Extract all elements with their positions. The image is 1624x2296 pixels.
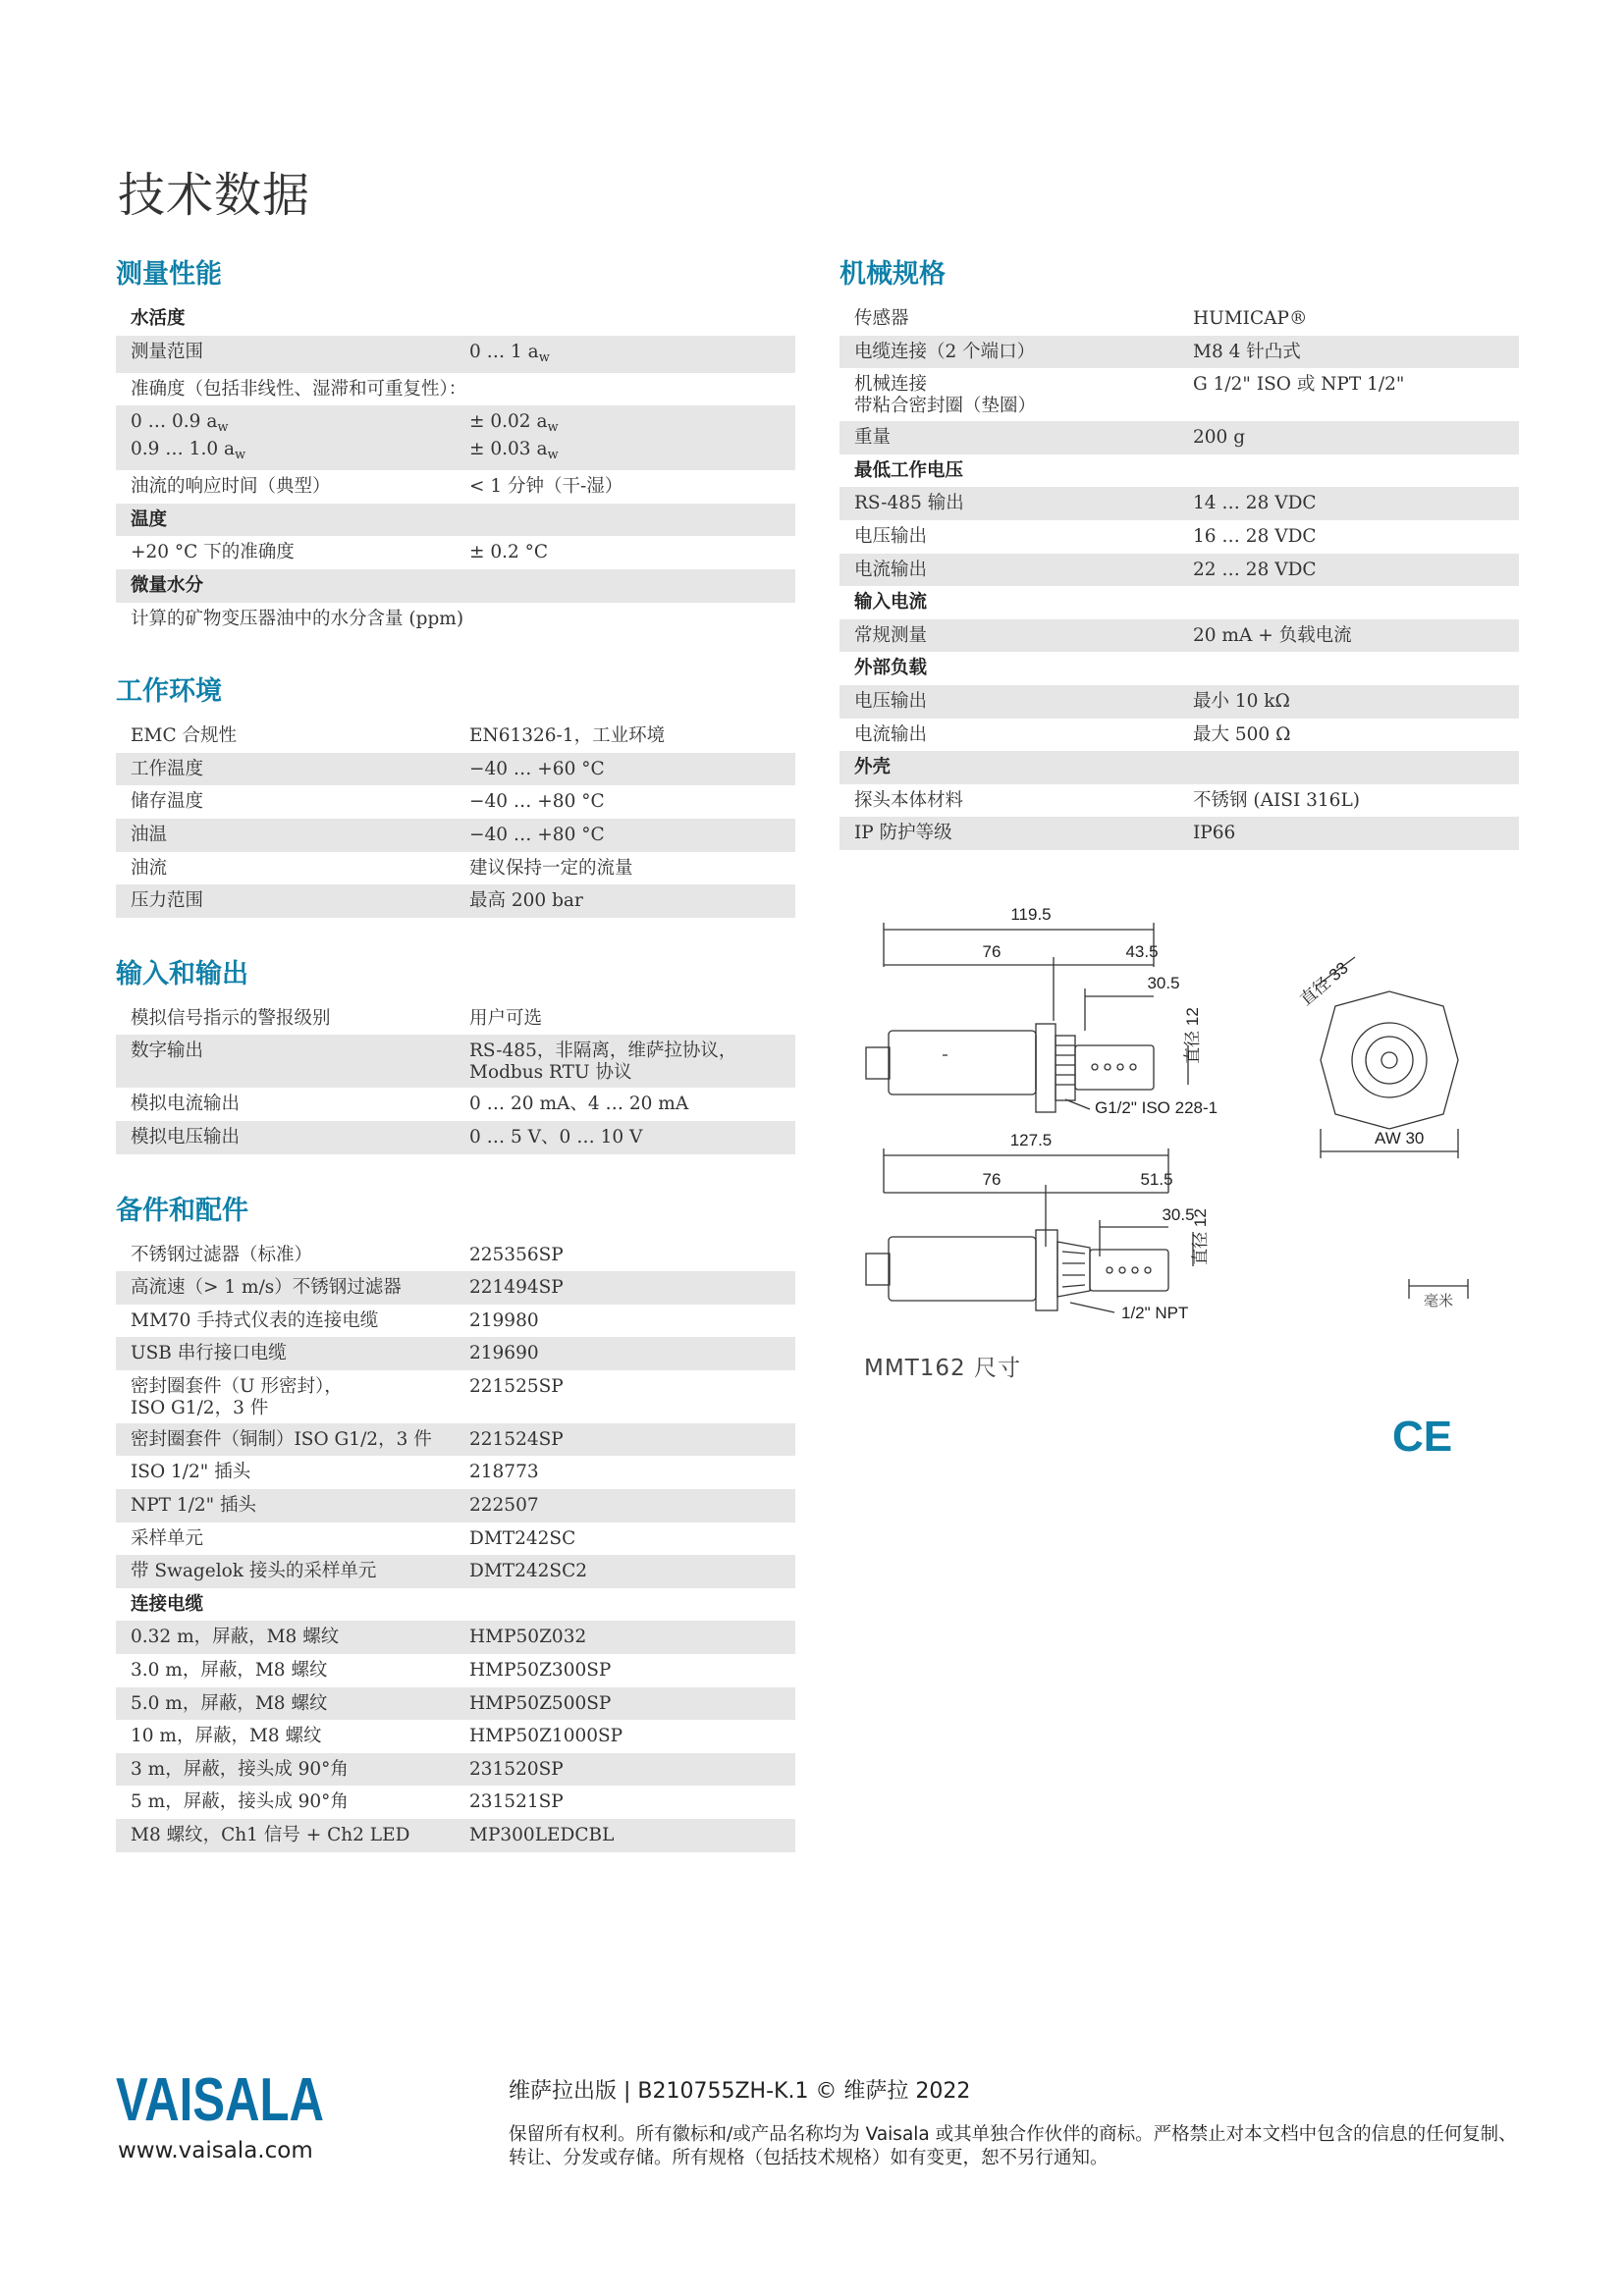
table-row: 电压输出 最小 10 kΩ — [839, 685, 1519, 719]
dim-top-tip: 30.5 — [1147, 974, 1180, 992]
table-row: EMC 合规性 EN61326-1，工业环境 — [131, 725, 666, 747]
section-title-measurement: 测量性能 — [116, 259, 222, 290]
section-title-spares: 备件和配件 — [116, 1195, 248, 1226]
table-row: 密封圈套件（U 形密封）， ISO G1/2，3 件 221525SP — [131, 1375, 564, 1418]
table-row: 模拟电流输出 0 … 20 mA、4 … 20 mA — [131, 1094, 689, 1115]
side-view — [1296, 957, 1458, 1158]
table-row: 常规测量 20 mA + 负载电流 — [839, 619, 1519, 653]
thread-top-label: G1/2" ISO 228-1 — [1095, 1098, 1218, 1117]
subheader-voltage: 最低工作电压 — [854, 459, 964, 481]
table-row: 10 m，屏蔽，M8 螺纹 HMP50Z1000SP — [131, 1726, 623, 1747]
dim-top-probe: 43.5 — [1125, 942, 1159, 961]
table-row: 油流的响应时间（典型） < 1 分钟（干-湿） — [131, 476, 623, 498]
subheader-cables: 连接电缆 — [131, 1593, 204, 1615]
dim-bottom-probe: 51.5 — [1140, 1170, 1173, 1189]
io-table — [116, 1002, 795, 1154]
table-row: USB 串行接口电缆 219690 — [116, 1337, 795, 1370]
bottom-sensor-body — [866, 1230, 1188, 1322]
drawing-caption: MMT162 尺寸 — [864, 1356, 1021, 1381]
table-row: 油温 −40 … +80 °C — [116, 819, 795, 852]
section-io — [116, 957, 795, 1154]
dim-bottom-body: 76 — [982, 1170, 1001, 1189]
table-row: 计算的矿物变压器油中的水分含量 (ppm) — [131, 608, 464, 629]
table-row: 模拟信号指示的警报级别 用户可选 — [131, 1007, 543, 1029]
thread-bottom-label: 1/2" NPT — [1121, 1304, 1189, 1322]
subheader-moisture: 微量水分 — [116, 569, 795, 603]
right-column — [839, 257, 1519, 889]
footer-legal: 保留所有权利。所有徽标和/或产品名称均为 Vaisala 或其单独合作伙伴的商标。严格禁止对本文档中包含的信息的任何复制、转让、分发或存储。所有规格（包括技术规格）如有变更，恕不另行通知。 — [509, 2124, 1517, 2168]
dim-top-total: 119.5 — [1010, 905, 1052, 924]
table-row: 密封圈套件（铜制）ISO G1/2，3 件 221524SP — [116, 1423, 795, 1457]
dim-side-aw: AW 30 — [1375, 1129, 1425, 1148]
dim-top-dia: 直径 12 — [1183, 1007, 1202, 1064]
table-row: 数字输出 RS-485，非隔离，维萨拉协议， Modbus RTU 协议 — [116, 1035, 795, 1088]
table-row: 压力范围 最高 200 bar — [116, 884, 795, 918]
footer-publication: 维萨拉出版 | B210755ZH-K.1 © 维萨拉 2022 — [509, 2079, 971, 2104]
table-row: +20 °C 下的准确度 ± 0.2 °C — [131, 542, 549, 563]
table-row: 0.32 m，屏蔽，M8 螺纹 HMP50Z032 — [116, 1621, 795, 1654]
spares-table — [116, 1239, 795, 1852]
subheader-load: 外部负载 — [854, 658, 928, 679]
table-row: 机械连接 带粘合密封圈（垫圈） G 1/2" ISO 或 NPT 1/2" — [854, 374, 1405, 417]
svg-text:VAISALA: VAISALA — [116, 2066, 324, 2134]
section-title-environment: 工作环境 — [116, 676, 222, 708]
table-row: MM70 手持式仪表的连接电缆 219980 — [131, 1309, 539, 1331]
table-row: 测量范围 0 … 1 $a_w$ — [116, 336, 795, 373]
environment-table — [116, 720, 795, 918]
table-row: 0 … 0.9 $a_w$ 0.9 … 1.0 $a_w$ ± 0.02 $a_w$ ± 0.03 $a_w$ — [116, 405, 795, 470]
vaisala-logo — [116, 2066, 337, 2134]
table-row: 电缆连接（2 个端口） M8 4 针凸式 — [839, 336, 1519, 369]
subheader-current: 输入电流 — [854, 592, 928, 614]
subheader-water-activity: 水活度 — [131, 308, 186, 329]
table-row: 带 Swagelok 接头的采样单元 DMT242SC2 — [116, 1555, 795, 1588]
dim-bottom-tip: 30.5 — [1162, 1205, 1195, 1224]
table-row: 采样单元 DMT242SC — [131, 1527, 576, 1549]
subheader-housing: 外壳 — [839, 751, 1519, 784]
top-sensor-body — [866, 1024, 1218, 1117]
table-row: ISO 1/2" 插头 218773 — [131, 1462, 539, 1483]
section-title-io: 输入和输出 — [116, 958, 248, 989]
table-row: 电压输出 16 … 28 VDC — [854, 525, 1317, 547]
table-row: 电流输出 22 … 28 VDC — [839, 554, 1519, 587]
table-row: 探头本体材料 不锈钢 (AISI 316L) — [854, 789, 1360, 811]
table-row: 不锈钢过滤器（标准） 225356SP — [131, 1244, 564, 1265]
table-row: 高流速（> 1 m/s）不锈钢过滤器 221494SP — [116, 1271, 795, 1305]
bottom-dimensions — [884, 1131, 1210, 1266]
table-row: 5 m，屏蔽，接头成 90°角 231521SP — [131, 1791, 564, 1813]
table-row: 5.0 m，屏蔽，M8 螺纹 HMP50Z500SP — [116, 1687, 795, 1721]
measurement-table — [116, 302, 795, 635]
section-measurement — [116, 257, 795, 635]
table-row: NPT 1/2" 插头 222507 — [116, 1489, 795, 1522]
section-spares — [116, 1194, 795, 1852]
table-row: IP 防护等级 IP66 — [839, 817, 1519, 850]
section-environment — [116, 674, 795, 918]
dim-bottom-dia: 直径 12 — [1191, 1208, 1210, 1265]
table-row: 油流 建议保持一定的流量 — [131, 857, 633, 879]
svg-text:CE: CE — [1392, 1413, 1453, 1461]
unit-label: 毫米 — [1423, 1293, 1454, 1309]
ce-mark-icon — [1392, 1413, 1453, 1461]
table-row: RS-485 输出 14 … 28 VDC — [839, 487, 1519, 520]
table-row: 重量 200 g — [839, 421, 1519, 454]
mechanical-table — [839, 302, 1519, 850]
page-title: 技术数据 — [118, 168, 311, 223]
section-mechanical — [839, 257, 1519, 850]
dim-top-body: 76 — [982, 942, 1001, 961]
table-row: 3 m，屏蔽，接头成 90°角 231520SP — [116, 1753, 795, 1787]
table-row: 电流输出 最大 500 Ω — [854, 723, 1291, 745]
dim-side-dia: 直径 33 — [1296, 958, 1352, 1010]
table-row: M8 螺纹，Ch1 信号 + Ch2 LED MP300LEDCBL — [116, 1819, 795, 1852]
dim-bottom-total: 127.5 — [1009, 1131, 1053, 1149]
table-row: 准确度（包括非线性、湿滞和可重复性）： — [131, 378, 467, 400]
table-row: 3.0 m，屏蔽，M8 螺纹 HMP50Z300SP — [131, 1660, 612, 1682]
table-row: 模拟电压输出 0 … 5 V、0 … 10 V — [116, 1121, 795, 1154]
table-row: 储存温度 −40 … +80 °C — [131, 791, 605, 813]
left-column — [116, 257, 795, 1892]
subheader-temperature: 温度 — [116, 504, 795, 537]
dimension-drawing — [844, 898, 1512, 1330]
section-title-mechanical: 机械规格 — [839, 259, 946, 290]
table-row: 传感器 HUMICAP® — [854, 308, 1308, 329]
footer-url: www.vaisala.com — [118, 2138, 313, 2163]
unit-marker — [1409, 1279, 1468, 1309]
table-row: 工作温度 −40 … +60 °C — [116, 753, 795, 786]
